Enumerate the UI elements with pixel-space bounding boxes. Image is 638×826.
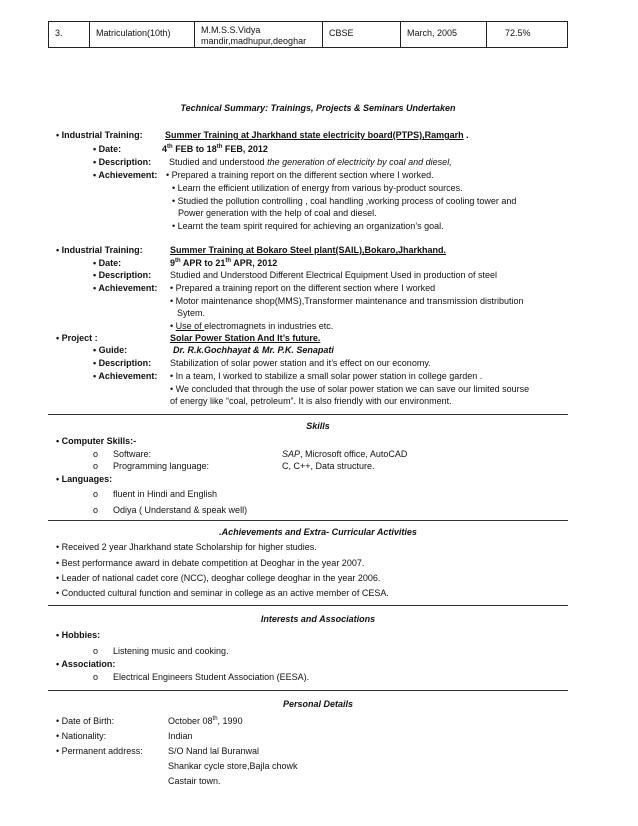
hobbies-label: • Hobbies:: [56, 630, 101, 640]
sl-number: 3.: [55, 28, 63, 38]
training2-title: Summer Training at Bokaro Steel plant(SAIL),Bokaro,Jharkhand.: [170, 245, 447, 255]
t2-ach-3-text: electromagnets in industries etc.: [204, 321, 334, 331]
divider-4: [48, 690, 568, 691]
training1-label: • Industrial Training:: [56, 130, 143, 140]
prog-value: C, C++, Data structure.: [282, 461, 375, 471]
t1-ach-4: • Learnt the team spirit required for achieving an organization’s goal.: [172, 221, 444, 231]
t2-date-mid: APR to 21: [180, 258, 226, 268]
achievement-item: • Received 2 year Jharkhand state Scholarship for higher studies.: [56, 542, 317, 552]
t2-ach-3: • Use of electromagnets in industries etc.: [170, 321, 334, 331]
training2-ach-label: • Achievement:: [93, 283, 158, 293]
training2-desc-label: • Description:: [93, 270, 152, 280]
training1-date-label: • Date:: [93, 144, 122, 154]
cell-date: [401, 22, 487, 47]
training1-title: Summer Training at Jharkhand state electricity board(PTPS),Ramgarh: [165, 130, 464, 140]
education-table-row: [48, 21, 568, 48]
t2-ach-u: Use of: [175, 321, 205, 331]
project-desc-label: • Description:: [93, 358, 152, 368]
p-ach-1: • We concluded that through the use of solar power station we can save our limited sourse: [170, 384, 530, 394]
achievement-item: • Best performance award in debate competition at Deoghar in the year 2007.: [56, 558, 365, 568]
t1-date-s2: th: [216, 144, 223, 150]
achievements-heading: .Achievements and Extra- Curricular Activities: [219, 527, 417, 537]
training1-desc: [169, 157, 452, 167]
dob-post: , 1990: [217, 716, 243, 726]
hobbies-value: Listening music and cooking.: [113, 646, 229, 656]
t1-date-mid: FEB to 18: [172, 144, 217, 154]
nationality-label: • Nationality:: [56, 731, 107, 741]
course-name: Matriculation(10th): [96, 28, 171, 38]
nationality-value: Indian: [168, 731, 193, 741]
sub-bullet: o: [93, 461, 99, 471]
dob-sup: th: [212, 716, 218, 722]
project-guide-label: • Guide:: [93, 345, 128, 355]
sub-bullet: o: [93, 505, 99, 515]
t2-ach-1: • Motor maintenance shop(MMS),Transformer maintenance and transmission distribution: [170, 296, 524, 306]
project-title: Solar Power Station And It’s future.: [170, 333, 321, 343]
sub-bullet: o: [93, 646, 99, 656]
t2-date-end: APR, 2012: [231, 258, 278, 268]
project-guide: Dr. R.k.Gochhayat & Mr. P.K. Senapati: [173, 345, 334, 355]
divider-2: [48, 520, 568, 521]
sub-bullet: o: [93, 672, 99, 682]
p-ach-2: of energy like “coal, petroleum”. It is also friendly with our environment.: [170, 396, 452, 406]
software-sap: SAP: [282, 449, 301, 459]
dob-value: [168, 716, 243, 726]
t2-date-s1: th: [175, 258, 181, 264]
divider-3: [48, 605, 568, 606]
t2-ach-2: Sytem.: [177, 308, 206, 318]
dob-pre: October 08: [168, 716, 213, 726]
dob-label: • Date of Birth:: [56, 716, 115, 726]
school-line2: mandir,madhupur,deoghar: [201, 36, 307, 46]
software-label: Software:: [113, 449, 152, 459]
achievement-item: • Leader of national cadet core (NCC), deoghar college deoghar in the year 2006.: [56, 573, 381, 583]
address-label: • Permanent address:: [56, 746, 143, 756]
association-label: • Association:: [56, 659, 116, 669]
training2-label: • Industrial Training:: [56, 245, 143, 255]
t1-ach-2: • Studied the pollution controlling , coal handling ,working process of cooling tower and: [172, 196, 517, 206]
sub-bullet: o: [93, 449, 99, 459]
training2-date-label: • Date:: [93, 258, 122, 268]
address-line: Shankar cycle store,Bajla chowk: [168, 761, 298, 771]
cell-sl: [49, 22, 90, 47]
achievement-item: • Conducted cultural function and seminar in college as an active member of CESA.: [56, 588, 389, 598]
divider-1: [48, 414, 568, 415]
score: 72.5%: [505, 28, 531, 38]
training1-ach-label: • Achievement:: [93, 170, 158, 180]
language-1: Odiya ( Understand & speak well): [113, 505, 248, 515]
interests-heading: Interests and Associations: [260, 614, 376, 624]
t1-ach-3: Power generation with the help of coal and diesel.: [178, 208, 377, 218]
computer-skills-label: • Computer Skills:-: [56, 436, 137, 446]
prog-label: Programming language:: [113, 461, 210, 471]
t2-date-d1: 9: [170, 258, 176, 268]
languages-label: • Languages:: [56, 474, 113, 484]
cell-board: [323, 22, 401, 47]
cell-course: [90, 22, 195, 47]
language-0: fluent in Hindi and English: [113, 489, 218, 499]
personal-heading: Personal Details: [282, 699, 354, 709]
t1-date-s1: th: [167, 144, 173, 150]
cell-school: [195, 22, 323, 47]
t1-desc-it: the generation of electricity by coal and diesel,: [267, 157, 452, 167]
board: CBSE: [329, 28, 354, 38]
software-rest: , Microsoft office, AutoCAD: [300, 449, 408, 459]
training1-date: [162, 144, 268, 154]
pass-date: March, 2005: [407, 28, 458, 38]
training2-desc: Studied and Understood Different Electrical Equipment Used in production of steel: [170, 270, 498, 280]
t1-ach-1: • Learn the efficient utilization of energy from various by-product sources.: [172, 183, 463, 193]
training2-date: [170, 258, 277, 268]
skills-heading: Skills: [306, 421, 330, 431]
training1-title-wrap: [165, 130, 469, 140]
p-ach-0: • In a team, I worked to stabilize a small solar power station in college garden .: [170, 371, 483, 381]
t1-ach-0: • Prepared a training report on the different section where I worked.: [166, 170, 434, 180]
t1-date-d1: 4: [162, 144, 168, 154]
school-line1: M.M.S.S.Vidya: [201, 25, 261, 35]
t1-desc-pre: Studied and understood: [169, 157, 268, 167]
software-value: [282, 449, 407, 459]
technical-summary-heading: Technical Summary: Trainings, Projects & Seminars Undertaken: [180, 103, 456, 113]
project-label: • Project :: [56, 333, 98, 343]
association-value: Electrical Engineers Student Association (EESA).: [113, 672, 310, 682]
t2-date-s2: th: [225, 258, 232, 264]
t2-ach-0: • Prepared a training report on the different section where I worked: [170, 283, 436, 293]
project-ach-label: • Achievement:: [93, 371, 158, 381]
address-line: Castair town.: [168, 776, 221, 786]
t1-date-end: FEB, 2012: [222, 144, 268, 154]
address-line: S/O Nand lal Buranwal: [168, 746, 260, 756]
project-desc: Stabilization of solar power station and it’s effect on our economy.: [170, 358, 431, 368]
training1-title-suffix: .: [463, 130, 469, 140]
sub-bullet: o: [93, 489, 99, 499]
training1-desc-label: • Description:: [93, 157, 152, 167]
cell-score: [487, 22, 567, 47]
